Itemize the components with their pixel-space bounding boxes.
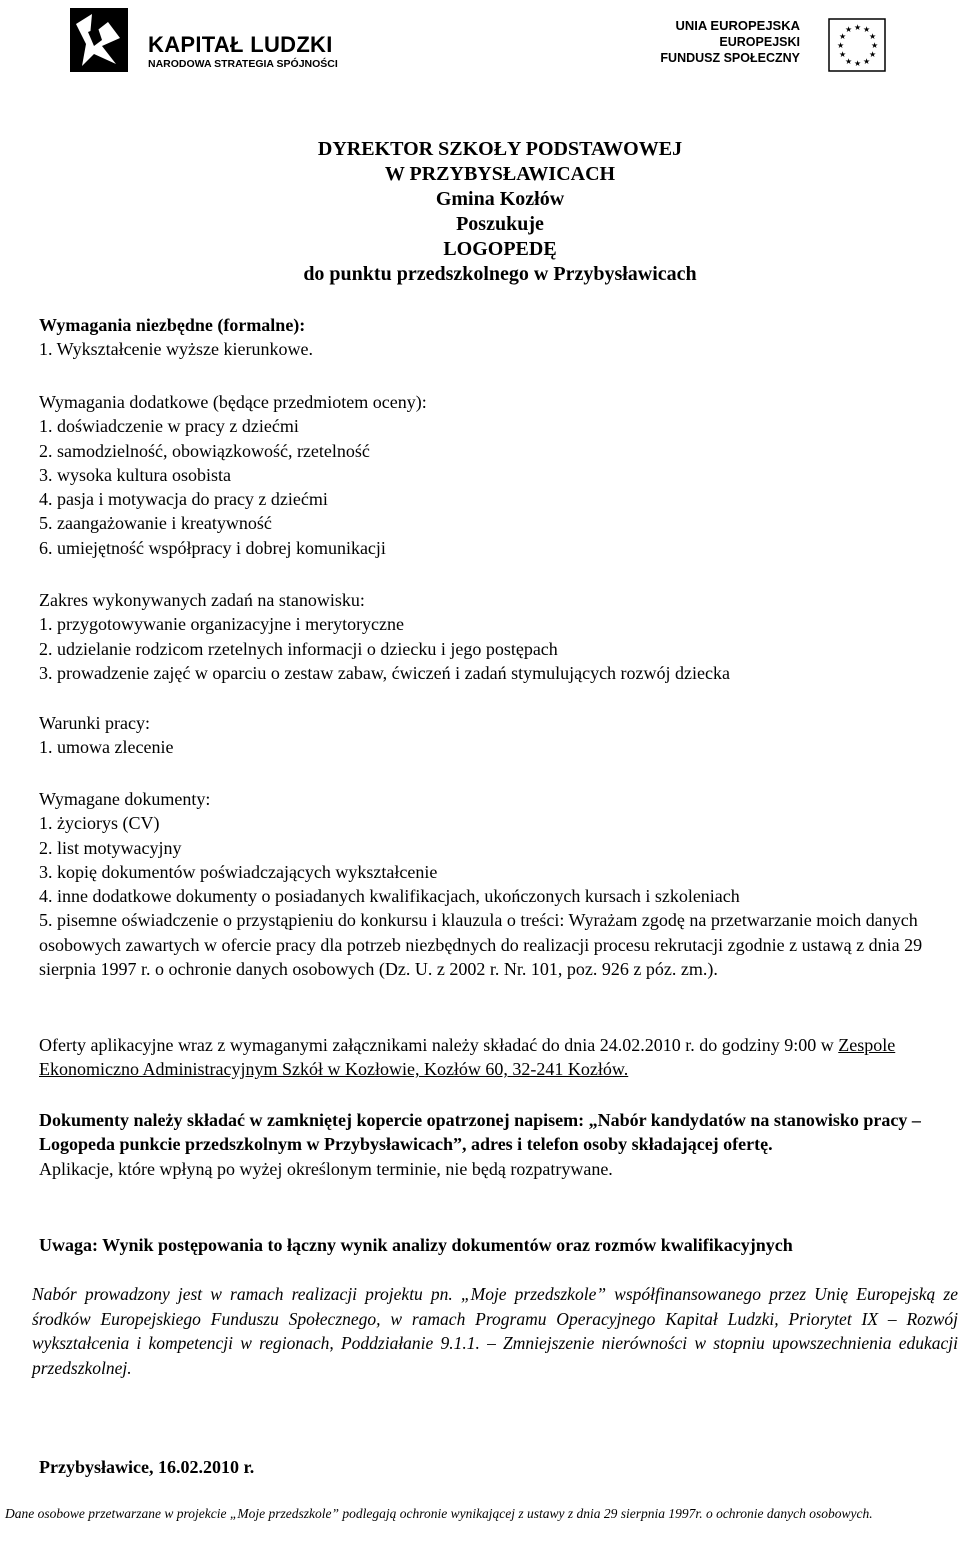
header-line-2: W PRZYBYSŁAWICACH <box>384 163 616 185</box>
list-item: 4. inne dodatkowe dokumenty o posiadanych kwalifikacjach, ukończonych kursach i szkoleniach <box>39 886 740 907</box>
list-item: 2. udzielanie rodzicom rzetelnych informacji o dziecku i jego postępach <box>39 638 558 659</box>
svg-text:★: ★ <box>869 50 877 59</box>
offers-text: Oferty aplikacyjne wraz z wymaganymi załącznikami należy składać do dnia 24.02.2010 r. do godziny 9:00 w <box>39 1035 839 1055</box>
offers-address: Zespole Ekonomiczno Administracyjnym Szkół w Kozłowie, Kozłów 60, 32-241 Kozłów. <box>39 1035 896 1080</box>
list-item: 1. przygotowywanie organizacyjne i merytoryczne <box>39 614 405 635</box>
list-item: 2. samodzielność, obowiązkowość, rzetelność <box>39 440 370 461</box>
eu-line-1: UNIA EUROPEJSKA <box>675 18 800 33</box>
header-line-4: Poszukuje <box>456 213 544 235</box>
conditions-heading: Warunki pracy: <box>39 713 151 733</box>
header-line-3: Gmina Kozłów <box>435 188 565 210</box>
tasks-section <box>39 588 954 685</box>
svg-text:★: ★ <box>854 23 862 32</box>
list-item: 3. prowadzenie zajęć w oparciu o zestaw zabaw, ćwiczeń i zadań stymulujących rozwój dziecka <box>39 662 730 683</box>
documents-section <box>39 787 954 981</box>
svg-text:★: ★ <box>869 32 877 41</box>
submission-instructions: Dokumenty należy składać w zamkniętej kopercie opatrzonej napisem: „Nabór kandydatów na stanowisko pracy – Logopeda punkcie przedszkolnym w Przybysławicach”, adres i telefon osoby składającej ofertę. <box>39 1110 921 1155</box>
remark-text: Uwaga: Wynik postępowania to łączny wynik analizy dokumentów oraz rozmów kwalifikacyjnych <box>39 1235 793 1255</box>
tasks-heading: Zakres wykonywanych zadań na stanowisku: <box>39 590 365 610</box>
documents-heading: Wymagane dokumenty: <box>39 789 211 809</box>
svg-text:★: ★ <box>863 57 871 66</box>
offers-paragraph <box>39 1033 954 1082</box>
required-heading: Wymagania niezbędne (formalne): <box>39 315 306 335</box>
svg-text:★: ★ <box>837 41 845 50</box>
eu-line-3: FUNDUSZ SPOŁECZNY <box>660 51 800 65</box>
date-place: Przybysławice, 16.02.2010 r. <box>39 1457 255 1477</box>
svg-text:★: ★ <box>854 59 862 68</box>
additional-section <box>39 390 954 560</box>
offers-section <box>39 1033 954 1082</box>
header-line-1: DYREKTOR SZKOŁY PODSTAWOWEJ <box>317 138 683 160</box>
svg-text:★: ★ <box>845 25 853 34</box>
list-item: 6. umiejętność współpracy i dobrej komunikacji <box>39 537 386 558</box>
list-item: 4. pasja i motywacja do pracy z dziećmi <box>39 489 328 510</box>
list-item: 5. pisemne oświadczenie o przystąpieniu do konkursu i klauzula o treści: Wyrażam zgodę na przetwarzanie moich danych osobowych zawartych w ofercie pracy dla potrzeb niezbędnych do realizacji procesu rekrutacji zgodnie z ustawą z dnia 29 sierpnia 1997 r. o ochronie danych osobowych (Dz. U. z 2002 r. Nr. 101, poz. 926 z póz. zm.). <box>39 910 923 980</box>
remark-section <box>39 1233 954 1257</box>
eu-line-2: EUROPEJSKI <box>719 35 800 49</box>
footer-note: Dane osobowe przetwarzane w projekcie „Moje przedszkole” podlegają ochronie wynikającej z ustawy z dnia 29 sierpnia 1997r. o ochronie danych osobowych. <box>5 1506 873 1521</box>
header-line-5: LOGOPEDĘ <box>443 238 557 260</box>
svg-text:★: ★ <box>839 50 847 59</box>
list-item: 2. list motywacyjny <box>39 837 182 858</box>
project-note: Nabór prowadzony jest w ramach realizacji projektu pn. „Moje przedszkole” współfinansowanego przez Unię Europejską ze środków Europejskiego Funduszu Społecznego, w ramach Programu Operacyjnego Kapitał Ludzki, Priorytet IX – Rozwój wykształcenia i kompetencji w regionach, Poddziałanie 9.1.1. – Zmniejszenie nierówności w stopniu upowszechnienia edukacji przedszkolnej. <box>32 1284 958 1378</box>
list-item: 1. Wykształcenie wyższe kierunkowe. <box>39 339 313 360</box>
list-item: 5. zaangażowanie i kreatywność <box>39 513 272 534</box>
eu-logo-text <box>660 18 800 66</box>
svg-text:★: ★ <box>863 25 871 34</box>
eu-logo <box>660 18 908 78</box>
list-item: 3. wysoka kultura osobista <box>39 464 231 485</box>
svg-text:★: ★ <box>839 32 847 41</box>
svg-text:★: ★ <box>871 41 879 50</box>
kapital-ludzki-logo <box>68 6 368 76</box>
header-line-6: do punktu przedszkolnego w Przybysławicach <box>303 263 697 285</box>
submission-section <box>39 1108 954 1181</box>
kapital-ludzki-emblem-icon <box>68 6 136 74</box>
kapital-ludzki-subtitle: NARODOWA STRATEGIA SPÓJNOŚCI <box>148 58 338 70</box>
conditions-section <box>39 711 954 760</box>
list-item: 1. umowa zlecenie <box>39 737 174 758</box>
required-section <box>39 313 954 362</box>
kapital-ludzki-title: KAPITAŁ LUDZKI <box>148 32 333 57</box>
submission-note: Aplikacje, które wpłyną po wyżej określonym terminie, nie będą rozpatrywane. <box>39 1158 613 1179</box>
document-header <box>0 137 960 287</box>
svg-text:★: ★ <box>845 57 853 66</box>
list-item: 1. doświadczenie w pracy z dziećmi <box>39 416 299 437</box>
list-item: 3. kopię dokumentów poświadczających wykształcenie <box>39 861 438 882</box>
list-item: 1. życiorys (CV) <box>39 813 160 834</box>
additional-heading: Wymagania dodatkowe (będące przedmiotem oceny): <box>39 392 427 412</box>
eu-flag-icon <box>828 18 886 72</box>
